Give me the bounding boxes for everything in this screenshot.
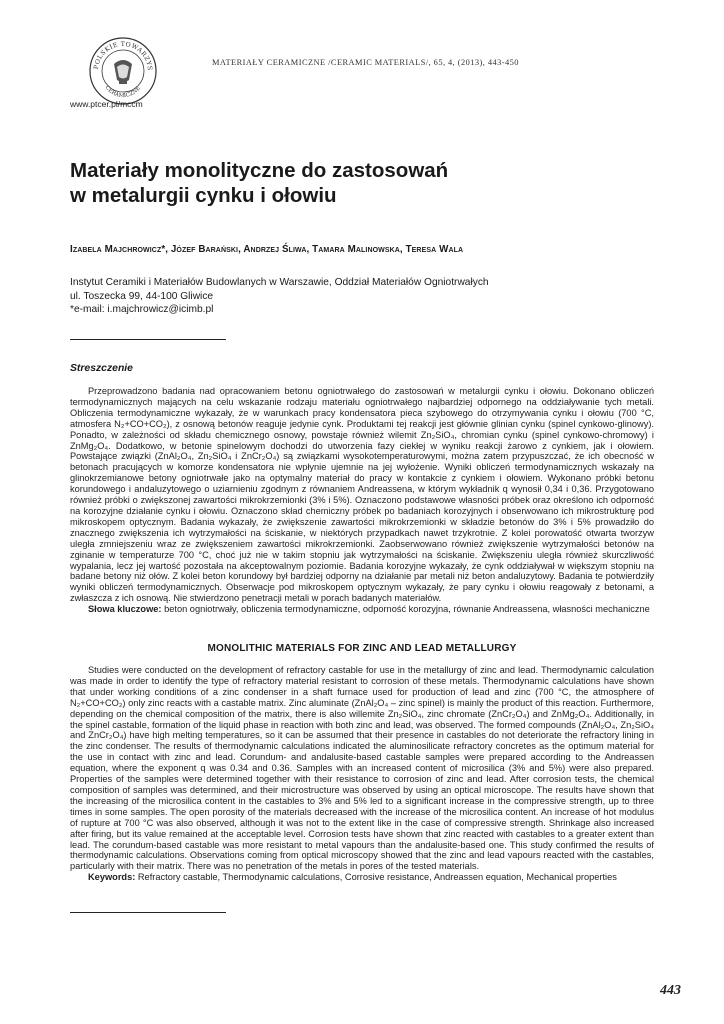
svg-text:CERAMICZNE: CERAMICZNE bbox=[103, 84, 142, 100]
keywords-en-label: Keywords: bbox=[88, 872, 136, 883]
keywords-pl bbox=[70, 604, 654, 615]
abstract-en-text: Studies were conducted on the development of refractory castable for use in the metallurgy of zinc and lead. Thermodynamic calculation was made in order to identify the type of refractory material resistant to corrosion of these metals. Thermodynamic calculations have shown that under working conditions of a zinc condenser in a shaft furnace used for production of lead and zinc (700 °C, the atmosphere of N₂+CO+CO₂) only zinc reacts with a castable matrix. Zinc aluminate (ZnAl₂O₄ – zinc spinel) is mainly the product of this reaction. Furthermore, depending on the chemical composition of the matrix, there is also willemite Zn₂SiO₄, zinc chromate (ZnCr₂O₄) and ZnMg₂O₄. Additionally, in the spinel castable, formation of the liquid phase in reaction with both zinc and lead, was observed. The formed compounds (ZnAl₂O₄, Zn₂SiO₄ and ZnCr₂O₄) have high melting temperatures, so it can be assumed that their presence in castables do not deteriorate the refractory lining in the zinc condenser. The results of thermodynamic calculations indicated the aluminosilicate refractory concretes as the optimum material for the use in contact with zinc and lead. Corundum- and andalusite-based castable samples were prepared according to the Andreassen equation, where the exponent q was 0.34 and 0.36. Samples with an increased content of microsilica (3% and 5%) were also prepared. Properties of the samples were determined together with their resistance to corrosion of zinc and lead. After corrosion tests, the chemical composition of samples was determined, and their microstructure was observed by using an optical microscope. The results have shown that the increasing of the microsilica content in the castables to 3% and 5% led to a significant increase in the compressive strength, up to three times in some samples. The open porosity of the materials decreased with the increase of the microsilica content. An increase of hot modulus of rupture at 700 °C was also observed, although it was not to the extent like in the case of compressive strength. Shrinkage also increased after firing, but its value remained at the acceptable level. Corrosion tests have shown that zinc reacted with castables to a greater extent than lead. The corundum-based castable was more resistant to metal vapours than the andalusite-based one. This study confirmed the results of thermodynamic calculations. Observations coming from optical microscopy showed that the zinc and lead vapours reacted with the castables, particularly with their matrix. There was no penetration of the metals in pores of the tested materials. bbox=[70, 665, 654, 872]
affiliation-institute: Instytut Ceramiki i Materiałów Budowlanych w Warszawie, Oddział Materiałów Ogniotrwałych bbox=[70, 277, 489, 288]
keywords-pl-list: beton ogniotrwały, obliczenia termodynamiczne, odporność korozyjna, równanie Andreassena, własności mechaniczne bbox=[164, 604, 650, 615]
title-line-2: w metalurgii cynku i ołowiu bbox=[70, 184, 337, 207]
abstract-pl bbox=[70, 386, 654, 615]
divider-bottom bbox=[70, 912, 226, 913]
divider-top bbox=[70, 339, 226, 340]
society-logo bbox=[88, 36, 158, 106]
page-number: 443 bbox=[660, 983, 681, 998]
english-title: MONOLITHIC MATERIALS FOR ZINC AND LEAD METALLURGY bbox=[207, 643, 517, 654]
article-title bbox=[70, 158, 630, 208]
journal-citation: MATERIAŁY CERAMICZNE /CERAMIC MATERIALS/, 65, 4, (2013), 443-450 bbox=[212, 58, 519, 67]
svg-text:POLSKIE TOWARZYSTWO: POLSKIE TOWARZYS bbox=[92, 41, 154, 72]
affiliation-address: ul. Toszecka 99, 44-100 Gliwice bbox=[70, 290, 214, 302]
corresponding-email: *e-mail: i.majchrowicz@icimb.pl bbox=[70, 304, 214, 316]
keywords-en bbox=[70, 872, 654, 883]
keywords-en-list: Refractory castable, Thermodynamic calculations, Corrosive resistance, Andreassen equation, Mechanical properties bbox=[137, 872, 617, 883]
abstract-heading-pl: Streszczenie bbox=[70, 363, 133, 374]
journal-website[interactable]: www.ptcer.pl/mccm bbox=[70, 99, 143, 109]
title-line-1: Materiały monolityczne do zastosowań bbox=[70, 159, 449, 182]
author-list: Izabela Majchrowicz*, Józef Barański, Andrzej Śliwa, Tamara Malinowska, Teresa Wala bbox=[70, 244, 464, 255]
abstract-en bbox=[70, 665, 654, 883]
abstract-pl-text: Przeprowadzono badania nad opracowaniem betonu ogniotrwałego do zastosowań w metalurgii cynku i ołowiu. Dokonano obliczeń termodynamicznych mających na celu wskazanie rodzaju materiału ogniotrwałego najbardziej odpornego na oddziaływanie tych metali. Obliczenia termodynamiczne wykazały, że w warunkach pracy kondensatora pieca szybowego do otrzymywania cynku i ołowiu (700 °C, atmosfera N₂+CO+CO₂), z osnową betonów reaguje jedynie cynk. Produktami tej reakcji jest głównie glinian cynku (spinel cynkowo-glinowy). Ponadto, w zależności od składu chemicznego osnowy, powstaje również wilemit Zn₂SiO₄, chromian cynku (spinel cynkowo-chromowy) i ZnMg₂O₄. Dodatkowo, w betonie spinelowym dochodzi do utworzenia fazy ciekłej w wyniku reakcji żarowo z cynkiem, jak i ołowiem. Powstające związki (ZnAl₂O₄, Zn₂SiO₄ i ZnCr₂O₄) są związkami wysokotemperaturowymi, można zatem przypuszczać, że ich obecność w betonach pracujących w komorze kondensatora nie wpłynie ujemnie na jej wyłożenie. Wyniki obliczeń termodynamicznych wskazały na glinokrzemianowe betony ogniotrwałe jako na optymalny materiał do pracy w kontakcie z cynkiem i ołowiem. Wykonano próbki betonu korundowego i andaluzytowego o uziarnieniu zgodnym z równaniem Andreassena, w którym wykładnik q wynosił 0,34 i 0,36. Przygotowano również próbki o zwiększonej zawartości mikrokrzemionki (3% i 5%). Oznaczono podstawowe własności próbek oraz określono ich odporność na korozyjne działanie cynku i ołowiu. Oznaczono skład chemiczny próbek po badaniach korozyjnych i obserwowano ich mikrostrukturę pod mikroskopem optycznym. Badania wykazały, że zwiększenie zawartości mikrokrzemionki w składzie betonów do 3% i 5% prowadziło do znacznego zwiększenia ich wytrzymałości na ściskanie, w niektórych przypadkach nawet trzykrotnie. Z kolei porowatość otwarta tworzyw uległa zmniejszeniu wraz ze zwiększeniem zawartości mikrokrzemionki. Zaobserwowano również zwiększenie wytrzymałości betonów na zginanie w temperaturze 700 °C, choć już nie w takim stopniu jak wytrzymałości na ściskanie. Zwiększeniu uległa również skurczliwość wypalania, lecz jej wartość pozostała na akceptowalnym poziomie. Badania korozyjne wykazały, że cynk oddziaływał w większym stopniu na badane betony niż ołów. Z kolei beton korundowy był bardziej odporny na działanie par metali niż beton andaluzytowy. Badania te potwierdziły wyniki obliczeń termodynamicznych. Obserwacje pod mikroskopem optycznym wykazały, że pary cynku i ołowiu reagowały z betonami, a zwłaszcza z ich osnową. Nie stwierdzono penetracji metali w porach badanych materiałów. bbox=[70, 386, 654, 604]
affiliation bbox=[70, 276, 489, 317]
keywords-pl-label: Słowa kluczowe: bbox=[88, 604, 162, 615]
